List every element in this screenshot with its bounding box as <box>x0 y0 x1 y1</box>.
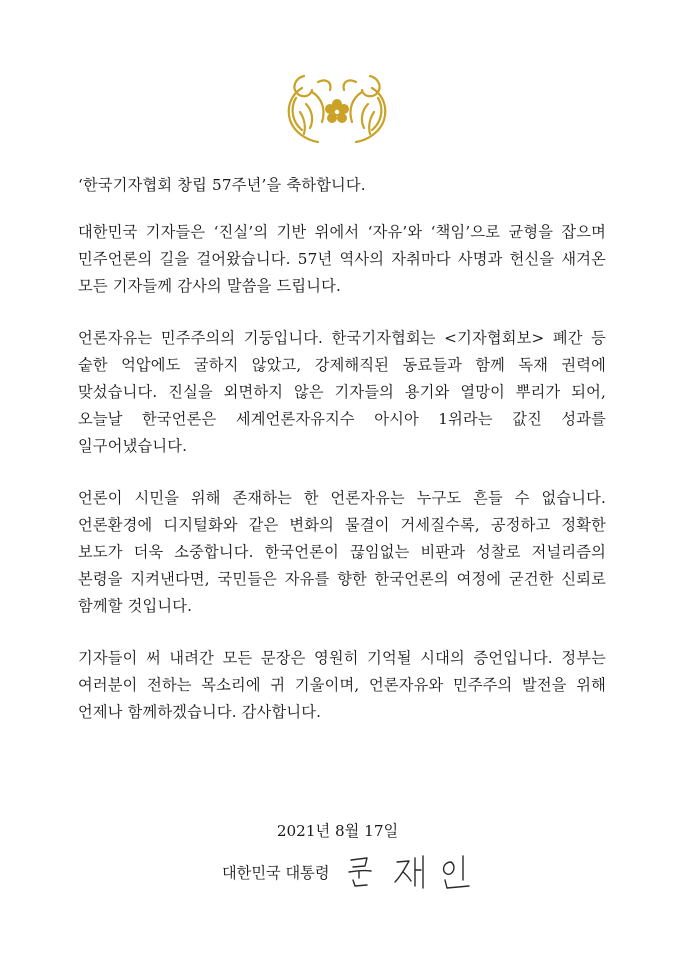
signer-title: 대한민국 대통령 <box>222 864 330 882</box>
presidential-phoenix-emblem-icon <box>282 68 392 148</box>
letter-body <box>78 172 606 751</box>
letter-paragraph: 언론자유는 민주주의의 기둥입니다. 한국기자협회는 <기자협회보> 폐간 등 숱한 억압에도 굴하지 않았고, 강제해직된 동료들과 함께 독재 권력에 맞섰습니다. 진실을 외면하지 않은 기자들의 용기와 열망이 뿌리가 되어, 오늘날 한국언론은 세계언론자유지수 아시아 1위라는 값진 성과를 일구어냈습니다. <box>78 329 606 455</box>
letter-date: 2021년 8월 17일 <box>276 822 399 840</box>
signature-line <box>222 860 482 890</box>
letter-intro: ‘한국기자협회 창립 57주년’을 축하합니다. <box>78 176 366 194</box>
letter-paragraph: 기자들이 써 내려간 모든 문장은 영원히 기억될 시대의 증언입니다. 정부는 여러분이 전하는 목소리에 귀 기울이며, 언론자유와 민주주의 발전을 위해 언제나 함께하겠습니다. 감사합니다. <box>78 649 606 721</box>
letter-paragraph: 언론이 시민을 위해 존재하는 한 언론자유는 누구도 흔들 수 없습니다. 언론환경에 디지털화와 같은 변화의 물결이 거세질수록, 공정하고 정확한 보도가 더욱 소중합니다. 한국언론이 끊임없는 비판과 성찰로 저널리즘의 본령을 지켜낸다면, 국민들은 자유를 향한 한국언론의 여정에 굳건한 신뢰로 함께할 것입니다. <box>78 489 606 615</box>
handwritten-signature <box>345 850 485 892</box>
letter-paragraph: 대한민국 기자들은 ‘진실’의 기반 위에서 ‘자유’와 ‘책임’으로 균형을 잡으며 민주언론의 길을 걸어왔습니다. 57년 역사의 자취마다 사명과 헌신을 새겨온 모든 기자들께 감사의 말씀을 드립니다. <box>78 223 606 295</box>
